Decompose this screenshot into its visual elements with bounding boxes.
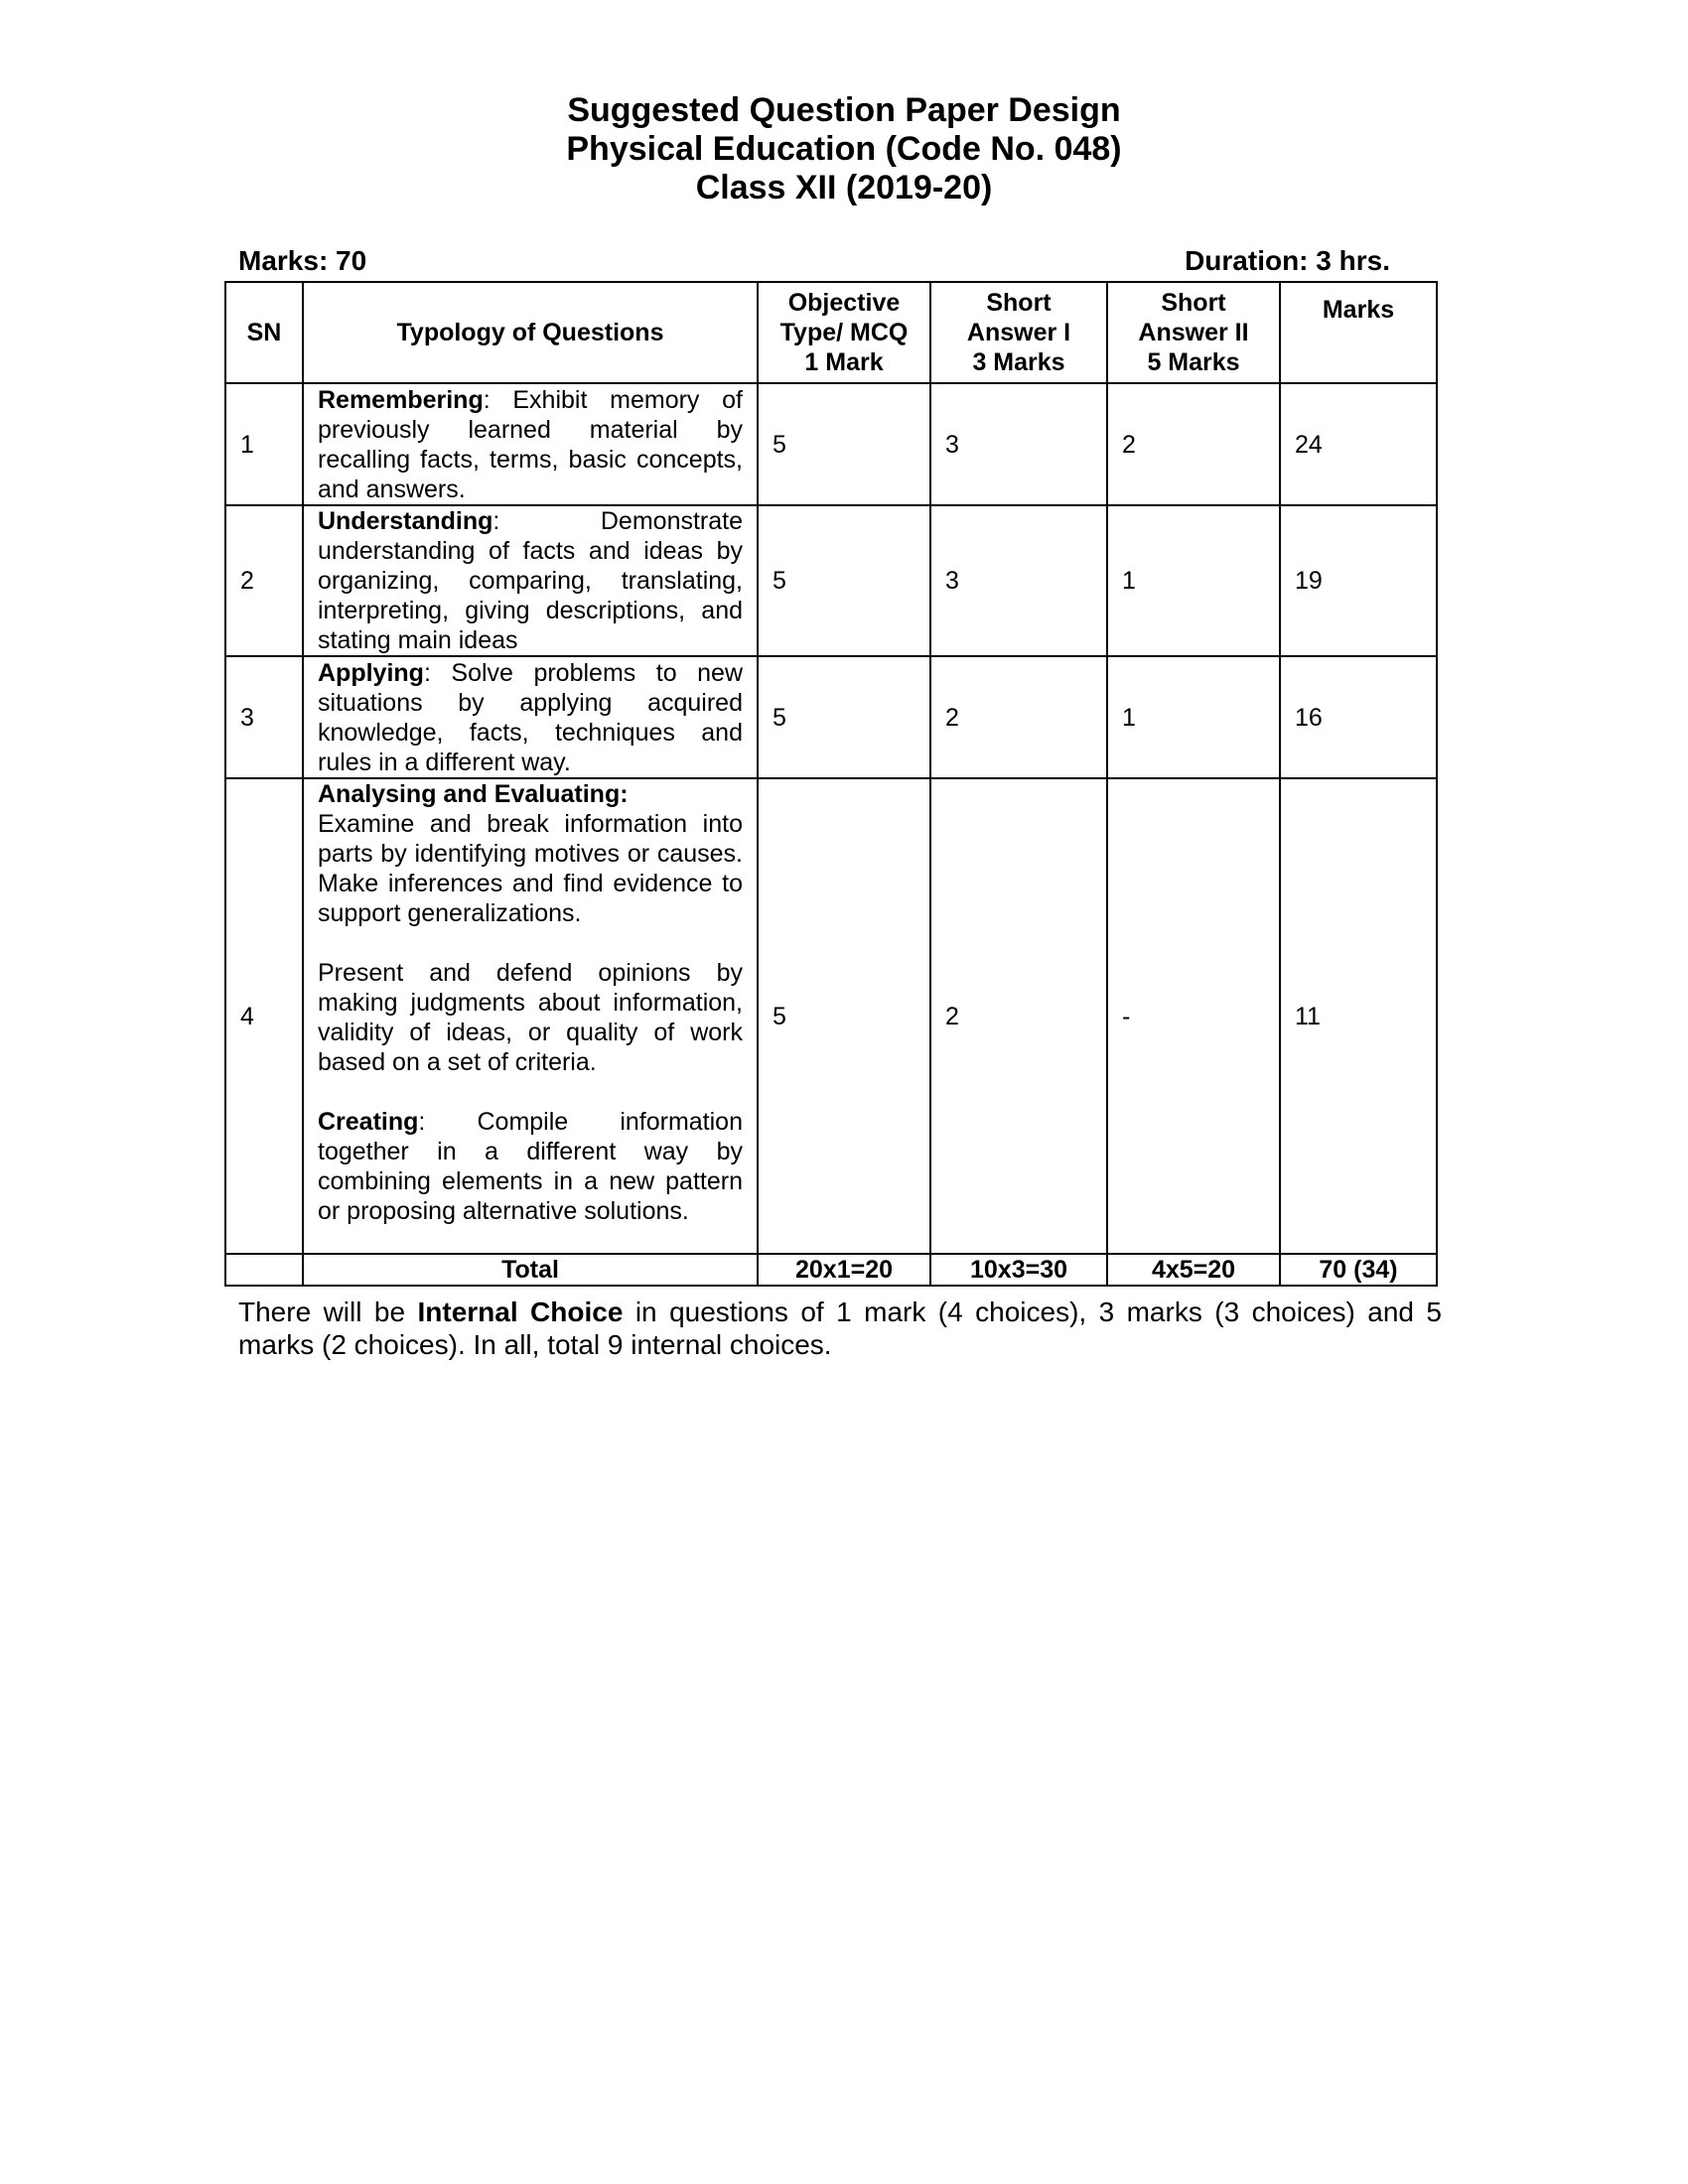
header-sa2-line1: Short xyxy=(1161,289,1226,317)
header-objective-line3: 1 Mark xyxy=(804,348,884,376)
title-line-1: Suggested Question Paper Design xyxy=(567,91,1121,129)
typology-term: Applying xyxy=(318,658,424,687)
total-label: Total xyxy=(303,1254,758,1286)
row-sn: 2 xyxy=(225,505,303,656)
header-sa2-line3: 5 Marks xyxy=(1147,348,1240,376)
title-line-3: Class XII (2019-20) xyxy=(695,169,993,206)
row-short-answer-2: 1 xyxy=(1107,505,1280,656)
header-typology: Typology of Questions xyxy=(303,282,758,383)
header-sn: SN xyxy=(225,282,303,383)
table-row xyxy=(225,656,1437,778)
meta-row xyxy=(238,245,1390,277)
total-short-answer-2: 4x5=20 xyxy=(1107,1254,1280,1286)
question-design-table xyxy=(224,281,1438,1287)
row-marks: 11 xyxy=(1280,778,1437,1254)
row-marks: 19 xyxy=(1280,505,1437,656)
row-sn: 1 xyxy=(225,383,303,505)
table-header-row xyxy=(225,282,1437,383)
note-emphasis: Internal Choice xyxy=(417,1297,624,1327)
typology-term: Understanding xyxy=(318,507,493,535)
row-objective: 5 xyxy=(758,778,930,1254)
typology-description-2: Present and defend opinions by making judgments about information, validity of ideas, or quality of work based on a set of criteria. xyxy=(318,959,743,1076)
row-short-answer-2: 1 xyxy=(1107,656,1280,778)
row-sn: 3 xyxy=(225,656,303,778)
row-typology xyxy=(303,505,758,656)
internal-choice-note xyxy=(238,1296,1442,1361)
total-empty-cell xyxy=(225,1254,303,1286)
header-sa1-line2: Answer I xyxy=(966,319,1071,346)
total-marks-label: Marks: 70 xyxy=(238,245,367,276)
row-typology xyxy=(303,656,758,778)
typology-term: Analysing and Evaluating: xyxy=(318,780,629,808)
row-marks: 16 xyxy=(1280,656,1437,778)
header-objective-line2: Type/ MCQ xyxy=(779,319,909,346)
table-row xyxy=(225,505,1437,656)
note-text-2: in questions of 1 mark (4 choices), 3 marks (3 choices) and 5 marks (2 choices). In all, total 9 internal choices. xyxy=(238,1297,1443,1360)
row-typology xyxy=(303,778,758,1254)
header-objective-line1: Objective xyxy=(787,289,901,317)
header-objective xyxy=(758,282,930,383)
row-short-answer-2: - xyxy=(1107,778,1280,1254)
row-objective: 5 xyxy=(758,656,930,778)
row-short-answer-1: 3 xyxy=(930,383,1107,505)
table-row xyxy=(225,383,1437,505)
typology-description-3: : Compile information together in a different way by combining elements in a new pattern or proposing alternative solutions. xyxy=(318,1108,743,1225)
typology-description: : Solve problems to new situations by applying acquired knowledge, facts, techniques and rules in a different way. xyxy=(318,658,743,776)
typology-description: Examine and break information into parts by identifying motives or causes. Make inferences and find evidence to support generalizations. xyxy=(318,810,743,927)
header-marks: Marks xyxy=(1280,282,1437,383)
row-marks: 24 xyxy=(1280,383,1437,505)
row-objective: 5 xyxy=(758,505,930,656)
total-row xyxy=(225,1254,1437,1286)
row-typology xyxy=(303,383,758,505)
header-sa2-line2: Answer II xyxy=(1138,319,1249,346)
row-short-answer-1: 2 xyxy=(930,656,1107,778)
typology-description: : Exhibit memory of previously learned material by recalling facts, terms, basic concepts, and answers. xyxy=(318,385,743,503)
typology-term: Remembering xyxy=(318,385,484,414)
total-short-answer-1: 10x3=30 xyxy=(930,1254,1107,1286)
note-text-1: There will be xyxy=(238,1297,418,1327)
header-short-answer-2 xyxy=(1107,282,1280,383)
duration-label: Duration: 3 hrs. xyxy=(1185,245,1390,276)
row-short-answer-1: 2 xyxy=(930,778,1107,1254)
table-row xyxy=(225,778,1437,1254)
title-line-2: Physical Education (Code No. 048) xyxy=(566,130,1122,168)
header-sa1-line1: Short xyxy=(986,289,1052,317)
row-short-answer-2: 2 xyxy=(1107,383,1280,505)
header-sa1-line3: 3 Marks xyxy=(972,348,1065,376)
document-title xyxy=(0,91,1688,207)
row-short-answer-1: 3 xyxy=(930,505,1107,656)
typology-description: : Demonstrate understanding of facts and ideas by organizing, comparing, translating, interpreting, giving descriptions, and stating main ideas xyxy=(318,507,743,654)
typology-term-2: Creating xyxy=(318,1108,419,1136)
total-marks: 70 (34) xyxy=(1280,1254,1437,1286)
row-sn: 4 xyxy=(225,778,303,1254)
total-objective: 20x1=20 xyxy=(758,1254,930,1286)
header-short-answer-1 xyxy=(930,282,1107,383)
row-objective: 5 xyxy=(758,383,930,505)
